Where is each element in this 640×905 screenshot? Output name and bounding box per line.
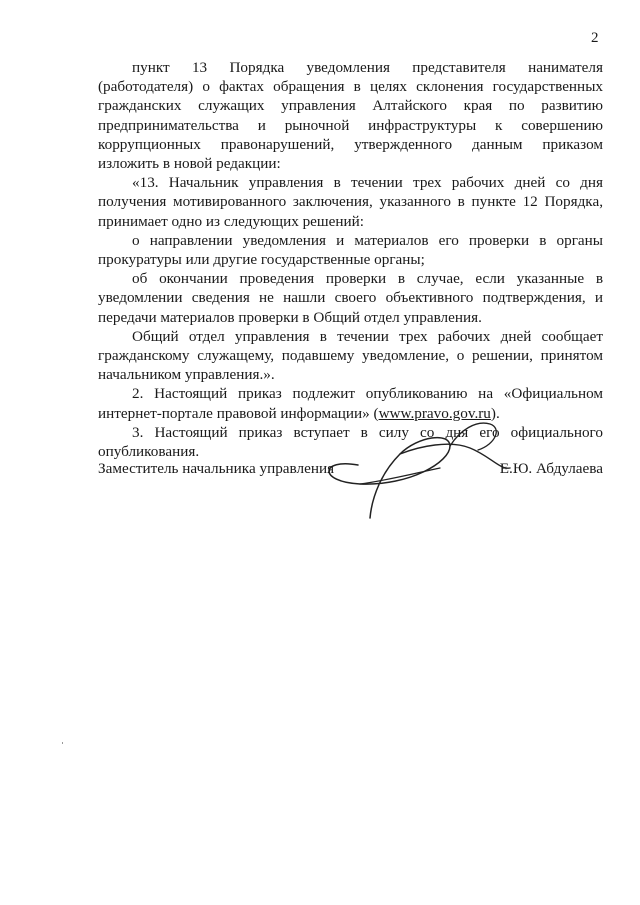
document-body [98, 58, 603, 461]
page-number: 2 [591, 30, 599, 46]
paragraph-entry-into-force: 3. Настоящий приказ вступает в силу со дня его официального опубликования. [98, 423, 603, 461]
paragraph-general-department: Общий отдел управления в течении трех рабочих дней сообщает гражданскому служащему, подавшему уведомление, о решении, принятом начальником управления.». [98, 327, 603, 384]
paragraph-decision-prosecution: о направлении уведомления и материалов его проверки в органы прокуратуры или другие государственные органы; [98, 231, 603, 269]
scan-artifact [62, 742, 63, 744]
publication-text: 2. Настоящий приказ подлежит опубликованию на «Официальном интернет-портале правовой информации» ( [98, 385, 603, 422]
paragraph-decision-termination: об окончании проведения проверки в случае, если указанные в уведомлении сведения не нашли своего объективного подтверждения, и передачи материалов проверки в Общий отдел управления. [98, 270, 603, 326]
paragraph-amendment-intro: пункт 13 Порядка уведомления представителя нанимателя (работодателя) о фактах обращения в целях склонения государственных гражданских служащих управления Алтайского края по развитию предпринимательства и рыночной инфраструктуры к совершению коррупционных правонарушений, утвержденного данным приказом изложить в новой редакции: [98, 59, 603, 173]
pravo-link[interactable]: www.pravo.gov.ru [378, 404, 491, 422]
signer-position: Заместитель начальника управления [98, 460, 335, 477]
publication-text-end: ). [490, 404, 500, 422]
signer-name: Е.Ю. Абдулаева [499, 460, 603, 477]
paragraph-item-13: «13. Начальник управления в течении трех рабочих дней со дня получения мотивированного заключения, указанного в пункте 12 Порядка, принимает одно из следующих решений: [98, 174, 603, 230]
